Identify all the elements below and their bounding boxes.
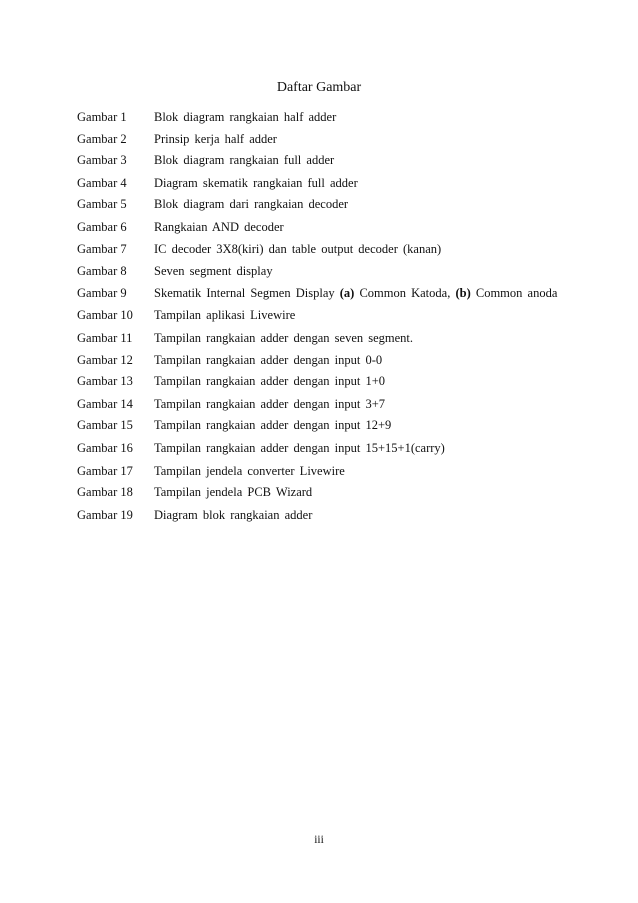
figure-label: Gambar 12	[77, 353, 133, 367]
list-item	[77, 306, 577, 324]
figure-label: Gambar 17	[77, 464, 133, 478]
figure-label: Gambar 6	[77, 220, 127, 234]
caption-marker-a: (a)	[339, 286, 355, 300]
list-item	[77, 416, 577, 434]
figure-label: Gambar 10	[77, 308, 133, 322]
caption-marker-b: (b)	[455, 286, 471, 300]
list-item	[77, 240, 577, 258]
figure-label: Gambar 4	[77, 176, 127, 190]
figure-label: Gambar 13	[77, 374, 133, 388]
figure-caption: Tampilan jendela converter Livewire	[154, 464, 345, 478]
figure-caption: Diagram skematik rangkaian full adder	[154, 176, 358, 190]
page-title: Daftar Gambar	[276, 80, 362, 95]
caption-text: Skematik Internal Segmen Display	[154, 286, 340, 300]
caption-text: Common anoda	[470, 286, 558, 300]
figure-caption: Blok diagram rangkaian half adder	[154, 110, 337, 124]
figure-caption: Seven segment display	[154, 264, 273, 278]
figure-caption: Rangkaian AND decoder	[154, 220, 284, 234]
figure-label: Gambar 1	[77, 110, 127, 124]
list-item	[77, 262, 577, 280]
figure-caption: Tampilan aplikasi Livewire	[154, 308, 296, 322]
figure-label: Gambar 9	[77, 286, 127, 300]
figure-label: Gambar 5	[77, 197, 127, 211]
figure-caption: Tampilan rangkaian adder dengan input 3+7	[154, 397, 386, 411]
figure-caption: IC decoder 3X8(kiri) dan table output decoder (kanan)	[154, 242, 442, 256]
list-item	[77, 108, 577, 126]
list-item	[77, 372, 577, 390]
list-item	[77, 130, 577, 148]
figure-label: Gambar 16	[77, 441, 133, 455]
figure-caption: Diagram blok rangkaian adder	[154, 508, 313, 522]
figure-label: Gambar 7	[77, 242, 127, 256]
list-item	[77, 284, 577, 302]
figure-label: Gambar 18	[77, 485, 133, 499]
list-item	[77, 483, 577, 501]
list-item	[77, 351, 577, 369]
figure-caption: Prinsip kerja half adder	[154, 132, 277, 146]
list-item	[77, 462, 577, 480]
list-item	[77, 218, 577, 236]
page-number: iii	[314, 834, 324, 846]
list-item	[77, 174, 577, 192]
list-item	[77, 329, 577, 347]
figure-label: Gambar 15	[77, 418, 133, 432]
figure-caption: Tampilan rangkaian adder dengan input 12+9	[154, 418, 392, 432]
figure-caption: Tampilan rangkaian adder dengan input 1+0	[154, 374, 386, 388]
figure-label: Gambar 11	[77, 331, 133, 345]
figure-label: Gambar 8	[77, 264, 127, 278]
figure-label: Gambar 2	[77, 132, 127, 146]
figure-caption: Tampilan rangkaian adder dengan input 15+15+1(carry)	[154, 441, 445, 455]
figure-label: Gambar 14	[77, 397, 133, 411]
figure-label: Gambar 19	[77, 508, 133, 522]
figure-caption: Blok diagram dari rangkaian decoder	[154, 197, 349, 211]
list-item	[77, 195, 577, 213]
caption-text: Common Katoda,	[354, 286, 456, 300]
figure-caption: Tampilan rangkaian adder dengan input 0-0	[154, 353, 383, 367]
list-item	[77, 151, 577, 169]
figure-label: Gambar 3	[77, 153, 127, 167]
list-item	[77, 439, 577, 457]
figure-caption: Tampilan rangkaian adder dengan seven segment.	[154, 331, 414, 345]
list-item	[77, 506, 577, 524]
figure-caption: Blok diagram rangkaian full adder	[154, 153, 335, 167]
figure-caption: Tampilan jendela PCB Wizard	[154, 485, 313, 499]
list-item	[77, 395, 577, 413]
figure-caption	[154, 284, 557, 302]
